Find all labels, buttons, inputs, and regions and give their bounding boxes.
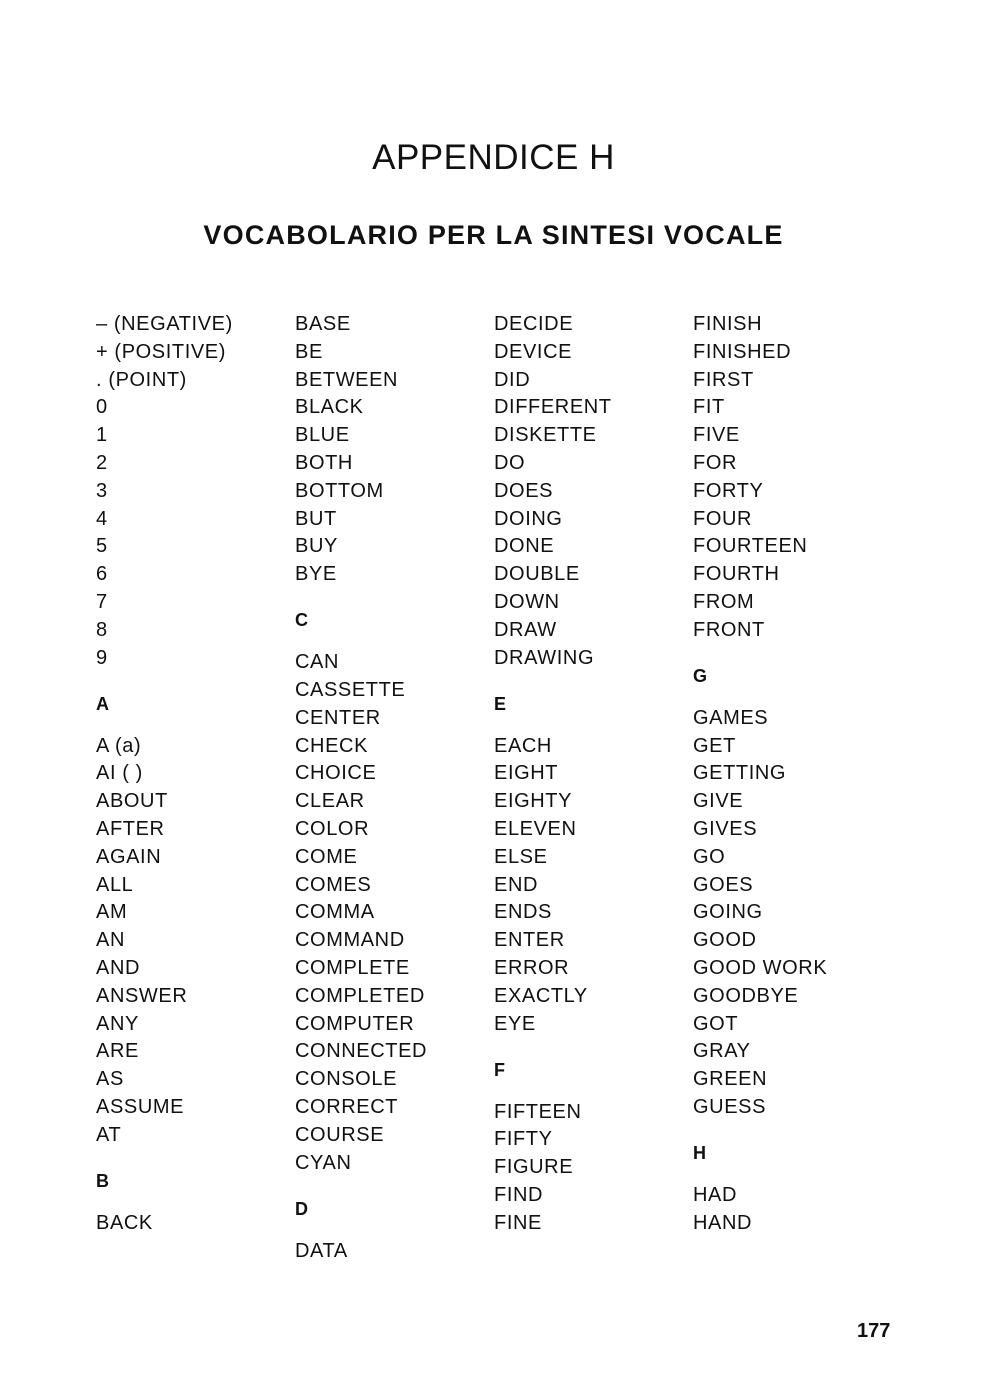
vocabulary-word: COMPLETED (295, 984, 425, 1007)
vocabulary-word: BASE (295, 313, 351, 335)
vocabulary-word: 4 (96, 507, 108, 530)
vocabulary-word: BOTH (295, 452, 353, 474)
vocabulary-word: 1 (96, 424, 108, 447)
vocabulary-word: EXACTLY (494, 984, 588, 1007)
vocabulary-word: COMMAND (295, 929, 405, 952)
vocabulary-word: DEVICE (494, 340, 573, 363)
vocabulary-word: GOOD (693, 929, 757, 952)
vocabulary-word: FIRST (693, 368, 754, 391)
page-subtitle: VOCABOLARIO PER LA SINTESI VOCALE (203, 220, 784, 250)
vocabulary-word: GOOD WORK (693, 957, 828, 979)
vocabulary-word: HAND (693, 1211, 753, 1234)
vocabulary-word: 3 (96, 479, 108, 502)
vocabulary-word: AS (96, 1068, 124, 1091)
vocabulary-word: COMMA (295, 901, 375, 924)
vocabulary-word: ENDS (494, 901, 552, 924)
vocabulary-word: COMES (295, 873, 372, 896)
vocabulary-word: 6 (96, 563, 108, 586)
vocabulary-word: END (494, 873, 539, 896)
vocabulary-word: BYE (295, 563, 337, 586)
vocabulary-word: ELEVEN (494, 818, 577, 840)
vocabulary-word: CYAN (295, 1151, 352, 1174)
letter-heading: G (693, 665, 708, 686)
vocabulary-word: CASSETTE (295, 679, 406, 701)
vocabulary-word: FOURTEEN (693, 535, 808, 558)
vocabulary-word: GIVE (693, 790, 744, 813)
vocabulary-word: GOODBYE (693, 984, 799, 1007)
vocabulary-word: GAMES (693, 706, 769, 729)
vocabulary-word: FINISHED (693, 340, 792, 363)
vocabulary-word: HAD (693, 1184, 738, 1206)
vocabulary-word: 2 (96, 452, 108, 474)
vocabulary-word: GRAY (693, 1040, 751, 1063)
vocabulary-word: DATA (295, 1239, 348, 1262)
vocabulary-word: AN (96, 929, 125, 952)
vocabulary-word: + (POSITIVE) (96, 340, 227, 363)
vocabulary-word: CONSOLE (295, 1068, 398, 1091)
vocabulary-word: GET (693, 734, 736, 757)
vocabulary-word: FROM (693, 591, 755, 613)
vocabulary-word: BUT (295, 507, 337, 530)
vocabulary-word: DISKETTE (494, 424, 597, 447)
vocabulary-word: AI ( ) (96, 762, 143, 785)
vocabulary-word: AM (96, 901, 128, 924)
vocabulary-word: DOWN (494, 591, 560, 613)
vocabulary-word: A (a) (96, 734, 142, 757)
vocabulary-word: DOING (494, 507, 563, 530)
vocabulary-word: AT (96, 1123, 122, 1146)
vocabulary-word: . (POINT) (96, 368, 187, 391)
vocabulary-word: ELSE (494, 845, 548, 868)
vocabulary-word: AND (96, 957, 141, 979)
vocabulary-word: ABOUT (96, 790, 168, 813)
page-title: APPENDICE H (372, 138, 615, 177)
letter-heading: B (96, 1170, 109, 1191)
letter-heading: E (494, 693, 507, 714)
vocabulary-word: FINE (494, 1211, 542, 1234)
vocabulary-word: CLEAR (295, 790, 365, 813)
vocabulary-word: FOURTH (693, 563, 780, 586)
vocabulary-word: GIVES (693, 818, 758, 840)
vocabulary-word: COLOR (295, 818, 370, 840)
letter-heading: C (295, 610, 308, 631)
letter-heading: A (96, 693, 109, 714)
vocabulary-word: CHECK (295, 734, 369, 757)
letter-heading: H (693, 1143, 706, 1163)
vocabulary-word: GETTING (693, 762, 787, 785)
vocabulary-word: BUY (295, 535, 338, 558)
vocabulary-word: 7 (96, 591, 108, 613)
vocabulary-word: EYE (494, 1012, 536, 1035)
vocabulary-word: DONE (494, 535, 555, 558)
vocabulary-word: ANY (96, 1012, 139, 1035)
vocabulary-word: FIT (693, 396, 725, 419)
vocabulary-word: 9 (96, 646, 108, 669)
vocabulary-word: COURSE (295, 1123, 385, 1146)
vocabulary-word: DOUBLE (494, 563, 580, 586)
vocabulary-word: ENTER (494, 929, 565, 952)
vocabulary-word: CAN (295, 651, 340, 674)
vocabulary-word: CONNECTED (295, 1040, 428, 1063)
vocabulary-word: FOR (693, 452, 738, 474)
vocabulary-word: FIFTY (494, 1128, 553, 1151)
vocabulary-word: COMPLETE (295, 957, 410, 979)
vocabulary-word: COME (295, 845, 358, 868)
vocabulary-word: ALL (96, 873, 134, 896)
vocabulary-word: GO (693, 845, 726, 868)
vocabulary-word: GOES (693, 873, 754, 896)
vocabulary-word: FINISH (693, 313, 763, 335)
vocabulary-word: GOING (693, 901, 763, 924)
vocabulary-word: EACH (494, 734, 552, 757)
vocabulary-word: FIFTEEN (494, 1100, 582, 1123)
vocabulary-word: GUESS (693, 1096, 767, 1118)
letter-heading: F (494, 1059, 505, 1080)
vocabulary-word: 0 (96, 396, 108, 419)
vocabulary-word: BETWEEN (295, 368, 399, 391)
vocabulary-word: CENTER (295, 706, 381, 729)
vocabulary-word: DID (494, 368, 531, 391)
vocabulary-word: FORTY (693, 479, 764, 502)
vocabulary-word: DRAW (494, 618, 557, 641)
vocabulary-word: GOT (693, 1012, 739, 1035)
letter-heading: D (295, 1198, 308, 1219)
vocabulary-word: DOES (494, 479, 554, 502)
vocabulary-word: DO (494, 452, 526, 474)
vocabulary-word: BOTTOM (295, 479, 384, 502)
vocabulary-word: DRAWING (494, 646, 595, 669)
vocabulary-word: FIGURE (494, 1156, 574, 1179)
vocabulary-word: BLACK (295, 396, 364, 419)
page-number: 177 (857, 1320, 891, 1342)
vocabulary-word: FIND (494, 1184, 544, 1206)
vocabulary-word: FOUR (693, 507, 753, 530)
vocabulary-word: FRONT (693, 618, 765, 641)
vocabulary-word: COMPUTER (295, 1012, 415, 1035)
vocabulary-word: 8 (96, 618, 108, 641)
vocabulary-word: GREEN (693, 1068, 768, 1091)
vocabulary-word: – (NEGATIVE) (96, 313, 233, 335)
vocabulary-word: BACK (96, 1211, 153, 1234)
vocabulary-word: DIFFERENT (494, 396, 612, 419)
vocabulary-word: CORRECT (295, 1096, 399, 1118)
vocabulary-word: DECIDE (494, 313, 574, 335)
vocabulary-word: BLUE (295, 424, 350, 447)
vocabulary-word: AGAIN (96, 845, 162, 868)
vocabulary-word: EIGHT (494, 762, 559, 785)
vocabulary-word: BE (295, 340, 323, 363)
vocabulary-word: CHOICE (295, 762, 377, 785)
vocabulary-word: ANSWER (96, 984, 188, 1007)
vocabulary-word: 5 (96, 535, 108, 558)
vocabulary-word: ARE (96, 1040, 139, 1063)
vocabulary-word: EIGHTY (494, 790, 573, 813)
vocabulary-word: AFTER (96, 818, 165, 840)
vocabulary-word: FIVE (693, 424, 740, 447)
vocabulary-word: ERROR (494, 957, 570, 979)
vocabulary-word: ASSUME (96, 1096, 185, 1118)
